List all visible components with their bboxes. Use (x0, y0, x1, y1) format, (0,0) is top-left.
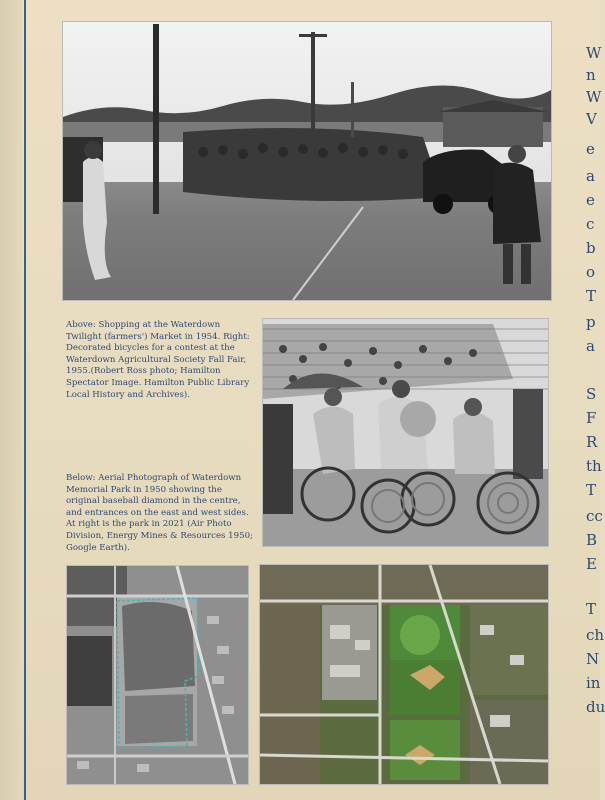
side-text-letter: F (586, 409, 597, 427)
side-text-letter: W (586, 44, 602, 62)
aerial-photo-1950 (67, 566, 248, 784)
side-text-letter: N (586, 650, 600, 668)
side-text-letter: cc (586, 507, 603, 525)
sign-border-line (24, 0, 26, 800)
caption-aerial-photos: Below: Aerial Photograph of Waterdown Memorial Park in 1950 showing the original baseball diamond in the centre, and entrances on the east and west sides. At right is the park in 2021 (Air Photo Division, Energy Mines & Resources 1950; Google Earth). (66, 473, 253, 553)
side-text-letter: th (586, 457, 602, 475)
side-text-letter: b (586, 239, 596, 257)
side-text-letter: B (586, 531, 598, 549)
side-text-letter: e (586, 191, 595, 209)
side-text-letter: E (586, 555, 597, 573)
side-text-letter: e (586, 140, 595, 158)
side-text-letter: a (586, 167, 595, 185)
side-text-letter: c (586, 215, 595, 233)
side-text-letter: p (586, 313, 596, 331)
side-text-letter: T (586, 600, 597, 618)
side-text-letter: T (586, 287, 597, 305)
bicycle-contest-photo-1955 (263, 319, 548, 546)
side-text-letter: o (586, 263, 596, 281)
side-text-letter: a (586, 337, 595, 355)
satellite-photo-2021 (260, 565, 548, 784)
caption-market-bicycles: Above: Shopping at the Waterdown Twilight (farmers') Market in 1954. Right: Decorated bicycles for a contest at the Waterdown Agricultural Society Fall Fair, 1955.(Robert Ross photo; Hamilton Spectator Image. Hamilton Public Library Local History and Archives). (66, 320, 250, 400)
side-text-letter: du (586, 698, 605, 716)
side-text-letter: ch (586, 626, 605, 644)
sign-left-border (0, 0, 22, 800)
side-text-letter: in (586, 674, 601, 692)
market-photo-1954 (63, 22, 551, 300)
side-text-letter: W (586, 88, 602, 106)
side-text-letter: T (586, 481, 597, 499)
side-text-letter: V (586, 110, 597, 128)
side-text-letter: S (586, 385, 597, 403)
side-text-letter: R (586, 433, 598, 451)
side-text-letter: n (586, 66, 596, 84)
